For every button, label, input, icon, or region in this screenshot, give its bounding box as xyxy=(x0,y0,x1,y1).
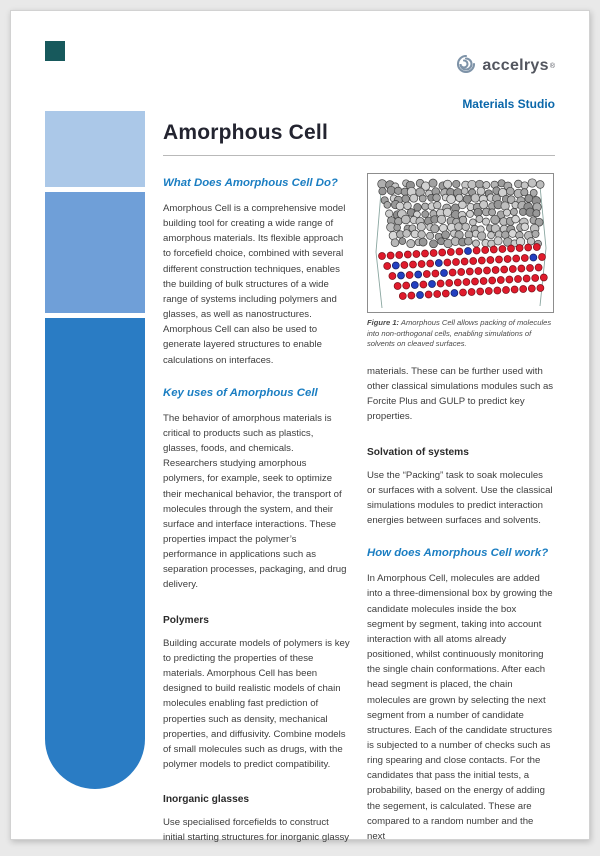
section-body-how: In Amorphous Cell, molecules are added into a three-dimensional box by growing the candidate molecules inside the box segment by segment, taking into account interaction with all atoms already positioned, whilst continuously monitoring the single chain conformations. After each head segment is placed, the chain molecules are grown by selecting the next segment from a number of candidate structures. Each of the candidate structures is subjected to a number of checks such as ring spearing and close contacts. For the candidates that pass the initial tests, a probability, based on the energy of adding the segement, is calculated. These are compared to a random number and the next xyxy=(367,573,553,842)
section-body-keyuses: The behavior of amorphous materials is critical to products such as plastics, glasses, foods, and chemicals. Researchers studying amorphous polymers, for example, seek to optimize their mechanical behavior, the transport of molecules through the system, and their surface and interface interactions. These properties impact the polymer’s performance in applications such as separation processes, packaging, and drug delivery. xyxy=(163,412,347,591)
sidebar-bar-light xyxy=(45,111,145,187)
sidebar-bar-dark xyxy=(45,318,145,789)
datasheet-page xyxy=(10,10,590,844)
subsection-body-glasses: Use specialised forcefields to construct initial starting structures for inorganic glassy xyxy=(163,817,350,844)
brand-logo-text: accelrys xyxy=(482,57,549,74)
right-column xyxy=(367,158,554,856)
two-column-layout xyxy=(163,158,555,856)
figure-caption xyxy=(367,318,554,350)
registered-mark: ® xyxy=(549,62,555,70)
section-body-what: Amorphous Cell is a comprehensive model building tool for creating a wide range of amorphous materials. Its flexible approach to forcefield choice, combined with several different construction techniques, enables the building of bulk structures of a wide range of systems including polymers and glasses, as well as nanostructures. Amorphous Cell can also be used to generate layered structures to enable calculations on interfaces. xyxy=(163,203,346,366)
brand-logo xyxy=(163,51,555,81)
page-title: Amorphous Cell xyxy=(163,121,328,144)
figure-caption-text: Amorphous Cell allows packing of molecules into non-orthogonal cells, enabling simulations of solvents on cleaved surfaces. xyxy=(367,318,552,349)
figure-molecular-packing-image xyxy=(367,173,554,313)
section-heading-keyuses: Key uses of Amorphous Cell xyxy=(163,386,318,399)
section-heading-what: What Does Amorphous Cell Do? xyxy=(163,177,338,189)
accelrys-swirl-icon xyxy=(455,53,477,80)
subsection-heading-polymers: Polymers xyxy=(163,614,209,626)
page-content xyxy=(163,39,555,856)
corner-accent-square xyxy=(45,41,65,61)
title-divider xyxy=(163,155,555,156)
sidebar-bar-medium xyxy=(45,192,145,313)
product-line-label: Materials Studio xyxy=(462,97,555,111)
subsection-heading-glasses: Inorganic glasses xyxy=(163,794,250,806)
subsection-heading-solvation: Solvation of systems xyxy=(367,446,469,458)
subsection-body-polymers: Building accurate models of polymers is key to predicting the properties of these materials. Amorphous Cell has been designed to build realistic models of chain molecules enabling fast prediction of properties such as density, mechanical properties, and diffusivity. Combine models of small molecules such as drugs, with the polymer models to predict compatibility. xyxy=(163,637,350,770)
subsection-body-solvation: Use the “Packing” task to soak molecules or surfaces with a solvent. Use the classical simulations modules to predict interaction energies between surfaces and solvents. xyxy=(367,469,553,527)
left-column xyxy=(163,158,350,856)
continuation-body: materials. These can be further used with other classical simulations modules such as Forcite Plus and GULP to predict key properties. xyxy=(367,365,554,423)
section-heading-how: How does Amorphous Cell work? xyxy=(367,547,549,560)
figure-caption-label: Figure 1: xyxy=(367,318,400,327)
